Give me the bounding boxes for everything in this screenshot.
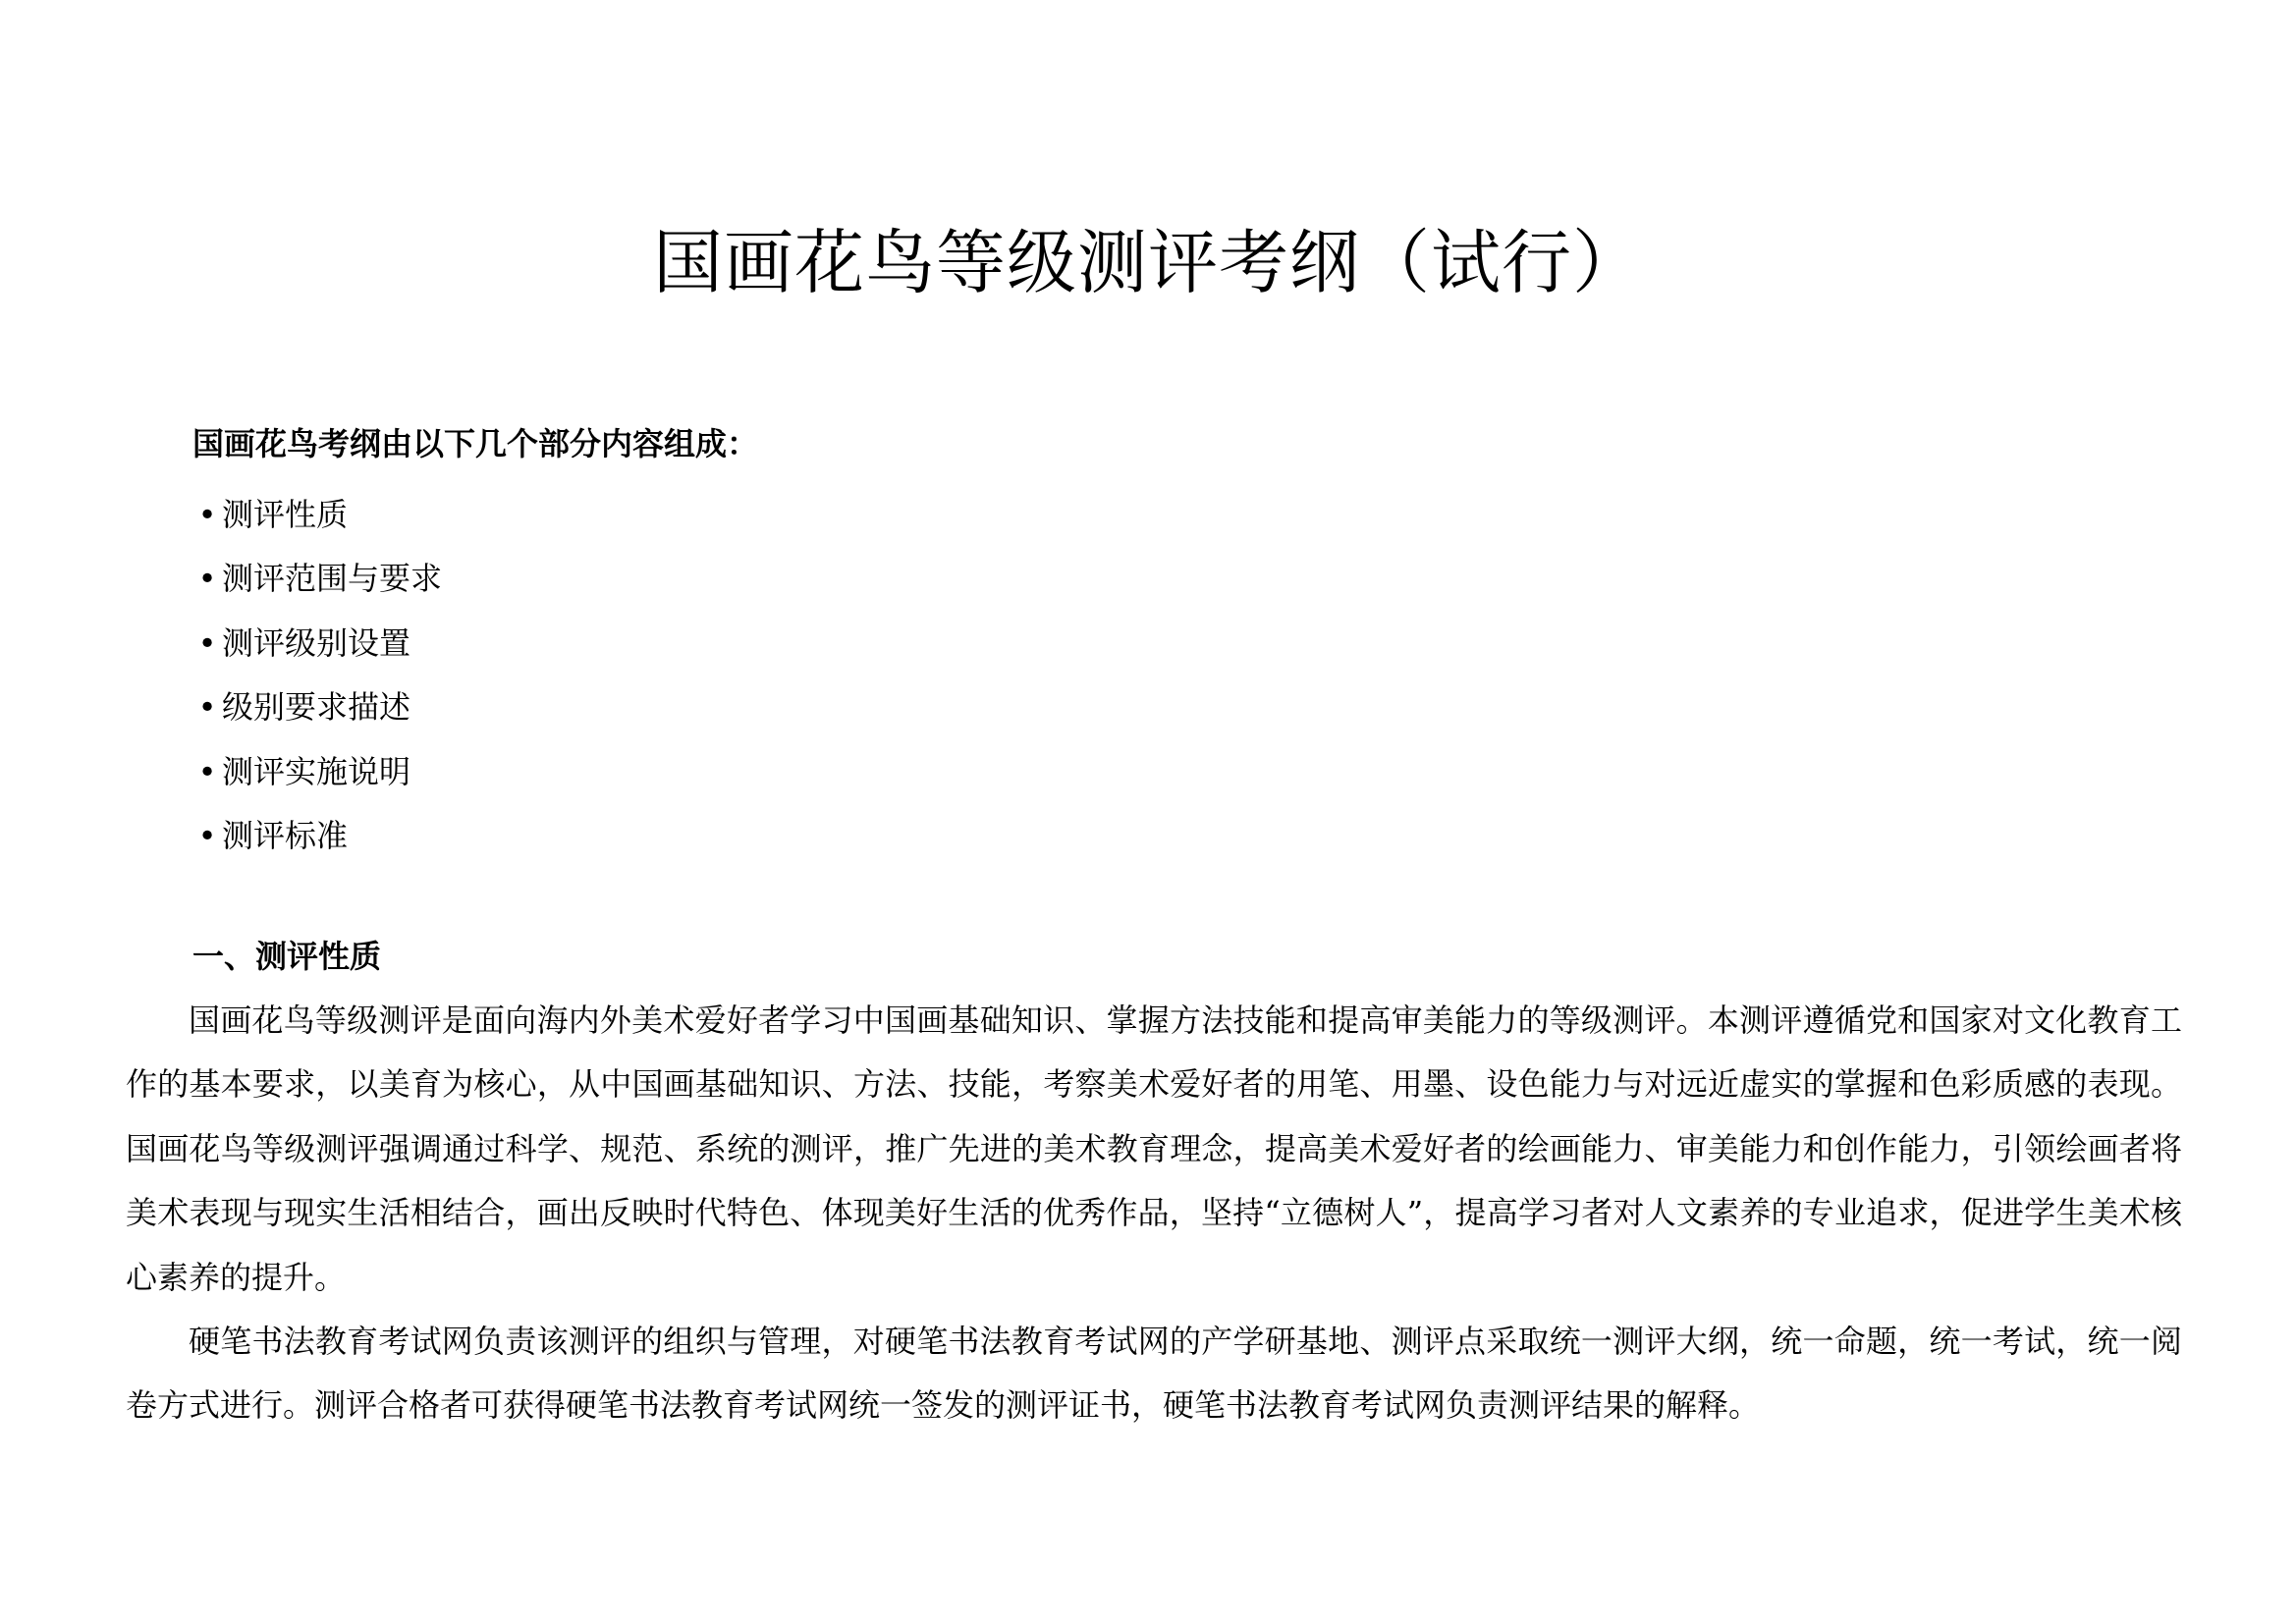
list-item-label: 测评实施说明 [222, 752, 411, 790]
list-item [192, 483, 442, 547]
list-item [192, 804, 442, 868]
intro-heading: 国画花鸟考纲由以下几个部分内容组成： [192, 425, 759, 462]
bullet-icon: • [197, 560, 217, 598]
list-item-label: 测评标准 [222, 816, 349, 854]
body-paragraph: 硬笔书法教育考试网负责该测评的组织与管理，对硬笔书法教育考试网的产学研基地、测评点采取统一测评大纲，统一命题，统一考试，统一阅卷方式进行。测评合格者可获得硬笔书法教育考试网统一签发的测评证书，硬笔书法教育考试网负责测评结果的解释。 [126, 1323, 2182, 1425]
list-item-label: 测评性质 [222, 496, 349, 533]
bullet-icon: • [197, 816, 217, 854]
body-paragraph: 国画花鸟等级测评是面向海内外美术爱好者学习中国画基础知识、掌握方法技能和提高审美能力的等级测评。本测评遵循党和国家对文化教育工作的基本要求，以美育为核心，从中国画基础知识、方法、技能，考察美术爱好者的用笔、用墨、设色能力与对远近虚实的掌握和色彩质感的表现。国画花鸟等级测评强调通过科学、规范、系统的测评，推广先进的美术教育理念，提高美术爱好者的绘画能力、审美能力和创作能力，引领绘画者将美术表现与现实生活相结合，画出反映时代特色、体现美好生活的优秀作品，坚持“立德树人”，提高学习者对人文素养的专业追求，促进学生美术核心素养的提升。 [126, 1001, 2182, 1296]
list-item [192, 612, 442, 676]
contents-list [192, 483, 442, 868]
list-item [192, 547, 442, 611]
bullet-icon: • [197, 496, 217, 533]
list-item-label: 测评范围与要求 [222, 560, 443, 598]
section-heading: 一、测评性质 [192, 938, 382, 975]
list-item [192, 676, 442, 739]
list-item-label: 测评级别设置 [222, 623, 411, 662]
document-title: 国画花鸟等级测评考纲（试行） [652, 222, 1643, 303]
bullet-icon: • [197, 623, 217, 662]
bullet-icon: • [197, 752, 217, 790]
bullet-icon: • [197, 688, 217, 727]
list-item-label: 级别要求描述 [222, 688, 411, 727]
list-item [192, 740, 442, 804]
